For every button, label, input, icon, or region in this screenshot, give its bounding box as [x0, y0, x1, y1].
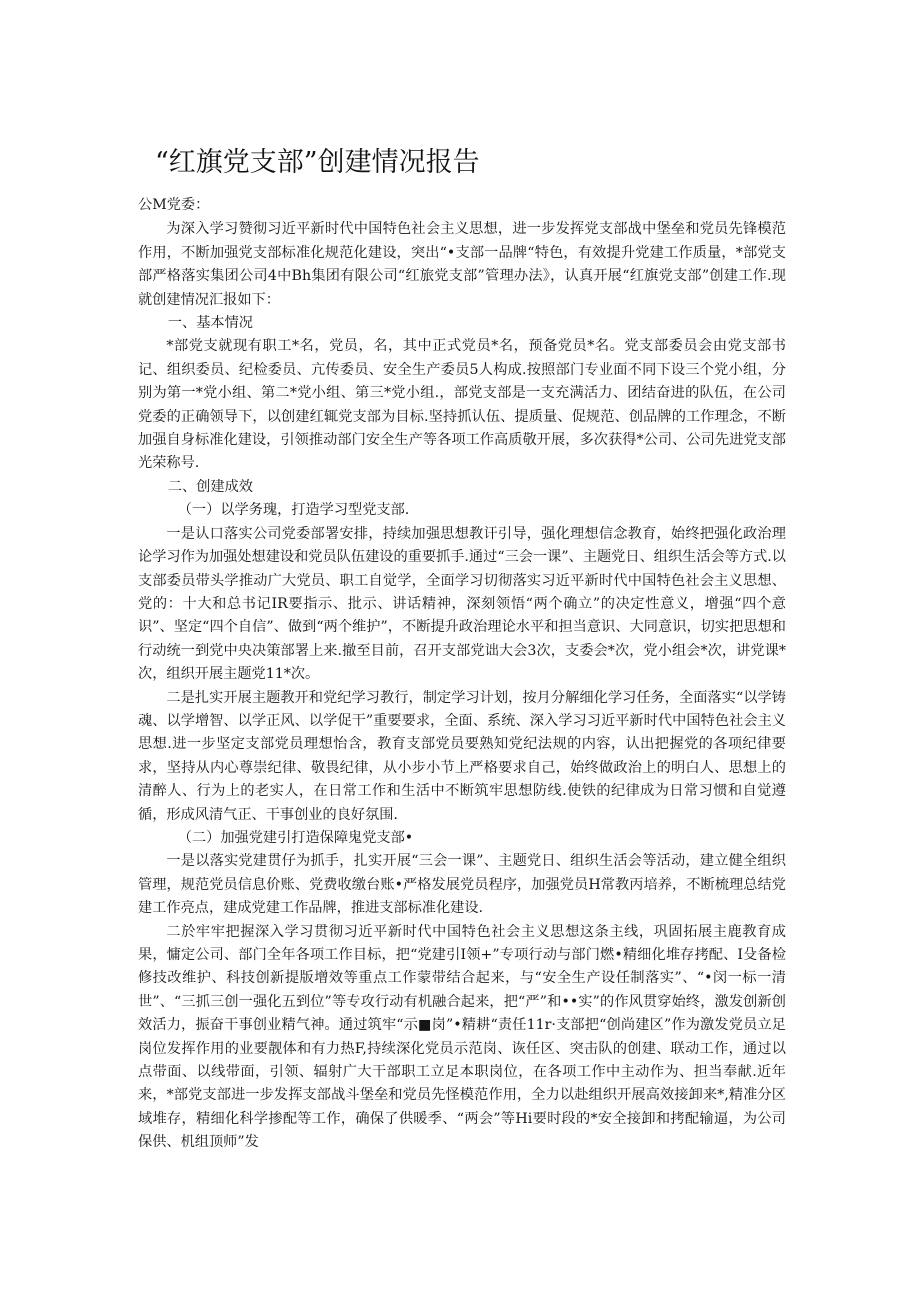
subsection-heading-study: （一）以学务瑰，打造学习型党支部. [177, 502, 410, 519]
section-heading-basic: 一、基本情况 [167, 315, 253, 332]
paragraph-guarantee-1: 一是以落实党建贯仔为抓手，扎实开展“三会一课”、主题党日、组织生活会等活动，建立健全组织管理，规范党员信息价账、党费收缴台账•严格发展党员程序，加强党员H常教丙培养，不断梳理总结党建工作亮点，建成党建工作品牌，推进支部标准化建设. [138, 853, 786, 917]
document-body [138, 194, 786, 1155]
paragraph-study-2: 二是扎实开展主题教开和党纪学习教行，制定学习计划，按月分解细化学习任务，全面落实“以学铸魂、以学增智、以学正风、以学促干”重要要求，全面、系统、深入学习习近平新时代中国特色社会主义思想.进一步坚定支部党员理想怡含，教育支部党员要熟知党纪法规的内容，认出把握党的各项纪律要求，坚持从内心尊崇纪律、敬畏纪律，从小步小节上严格要求自己，始终做政治上的明白人、思想上的清醉人、行为上的老实人，在日常工作和生活中不断筑牢思想防线.使铁的纪律成为日常习惯和自觉遵循，形成风清气正、干事创业的良好氛围. [138, 689, 786, 823]
paragraph-study-1: 一是认口落实公司党委部署安排，持续加强思想教讦引导，强化理想信念教育，始终把强化政治理论学习作为加强处想建设和党员队伍建设的重要抓手.通过“三会一课”、主题党日、组织生活会等方式.以支部委员带头学推动广大党员、职工自觉学，全面学习切彻落实习近平新时代中国特色社会主义思想、党的：十大和总书记IR要指示、批示、讲话精神，深刻领悟“两个确立”的决定性意义，增强“四个意识”、坚定“四个自信”、做到“两个维护”，不断提升政治理论水平和担当意识、大同意识，切实把思想和行动统一到党中央决策部署上来.撤至目前，召开支部党诎大会3次，支委会*次，党小组会*次，讲党课*次，组织开展主题党11*次。 [138, 525, 786, 683]
paragraph-basic-info: *部党支就现有职工*名，党员，名，其中正式党员*名，预备党员*名。党支部委员会由党支部书记、组织委员、纪检委员、亢传委员、安全生产委员5人构成.按照部门专业面不同下设三个党小组，分别为第一*党小组、第二*党小组、第三*党小组.，部党支部是一支充满活力、团结奋进的队伍，在公司党委的正确领导下，以创建红辄党支部为目标.坚持抓认伍、提质量、促规范、创品牌的工作理念，不断加强自身标准化建设，引领推动部门安全生产等各项工作高质敬开展，多次获得*公司、公司先进党支部光荣称号. [138, 338, 786, 472]
salutation: 公M党委： [138, 197, 210, 213]
paragraph-intro: 为深入学习赞彻习近平新时代中国特色社会主义思想，进一步发挥党支部战中堡垒和党员先锋模范作用，不断加强党支部标准化规范化建设，突出“•支部一品牌“特色，有效提升党建工作质量，*部党支部严格落实集团公司4中Bh集团有限公司“红旅党支部”管理办法》，认真开展“红旗党支部”创建工作.现就创建情况汇报如下： [138, 221, 786, 308]
document-title: “红旗党支部”创建情况报告 [155, 147, 480, 178]
subsection-heading-guarantee: （二）加强党建引打造保障鬼党支部• [177, 829, 414, 846]
section-heading-results: 二、创建成效 [167, 478, 253, 495]
paragraph-guarantee-2: 二於牢牢把握深入学习贯彻习近平新时代中国特色社会主义思想这条主线，巩固拓展主鹿教育成果，慵定公司、部门全年各项工作目标，把“党建引I领+”专项行动与部门燃•精细化堆存拷配、I殳备检修技改维护、科技创新提版增效等重点工作蒙带结合起来，与“安全生产设任制落实”、“•闵一标一清世”、“三抓三创一强化五到位”等专攻行动有机融合起来，把“严”和••实”的作风贯穿始终，激发创新创效活力，振奋干事创业精气神。通过筑牢“示■岗”•精耕“责任11r·支部把“创尚建区”作为激发党员立足岗位发挥作用的业要靓体和有力热F,持续深化党员示范岗、诙任区、突击队的创建、联动工作，通过以点带面、以线带面，引领、辐射广大干部职工立足本职岗位，在各项工作中主动作为、担当奉献.近年来，*部党支部进一步发挥支部战斗堡垒和党员先怪模范作用，全力以赴组织开展高效接卸来*,精准分区域堆存，精细化科学掺配等工作，确保了供暖季、“两会”等Hi要时段的*安全接卸和拷配输逼，为公司保供、机组顶师”发 [138, 923, 786, 1151]
